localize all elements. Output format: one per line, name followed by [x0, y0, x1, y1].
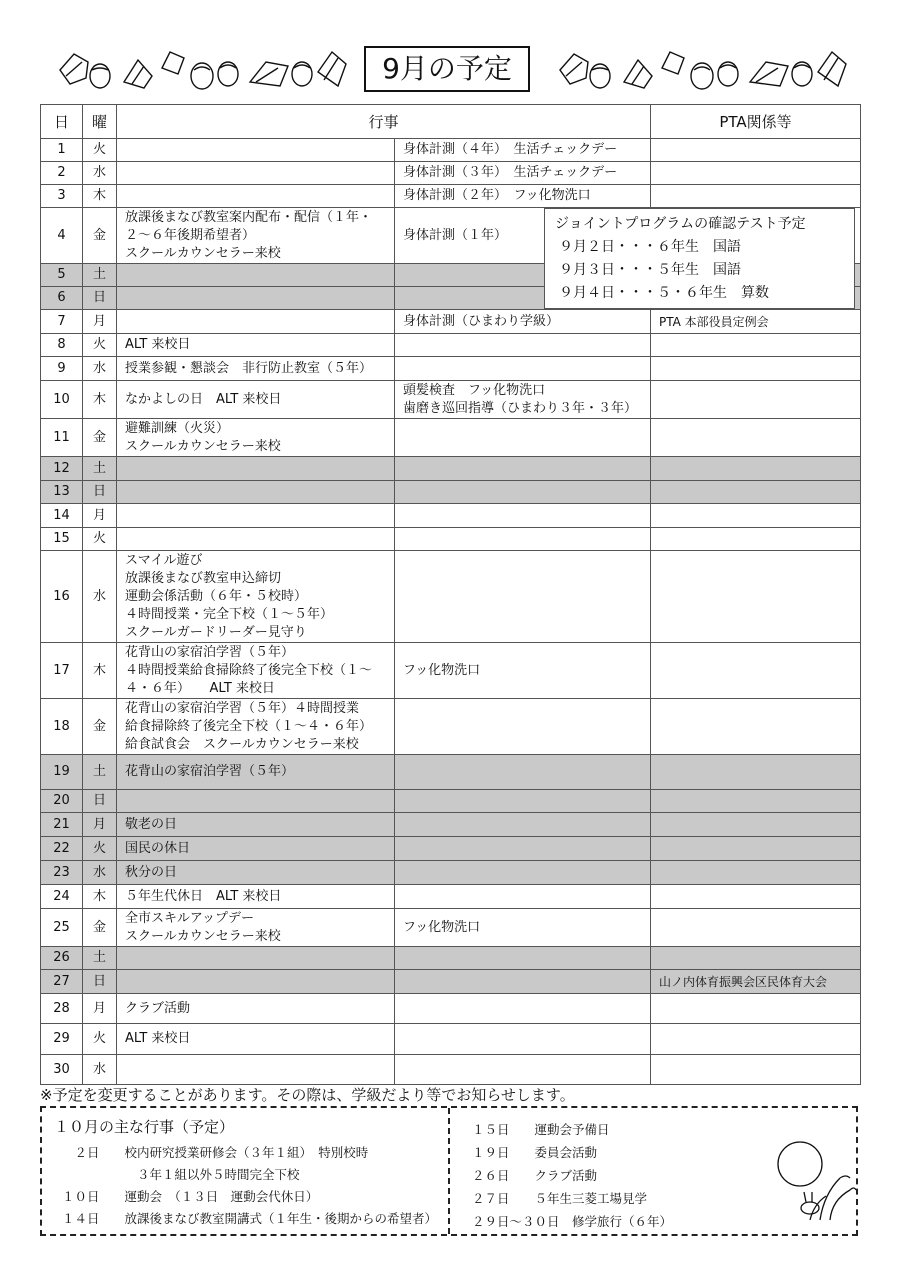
day-cell: 10: [41, 381, 83, 419]
weekday-cell: 金: [83, 208, 117, 264]
events-sub-cell: [395, 970, 651, 994]
events-cell: [117, 287, 395, 310]
day-cell: 21: [41, 813, 83, 837]
day-cell: 15: [41, 528, 83, 551]
day-cell: 1: [41, 139, 83, 162]
table-row: [41, 947, 861, 970]
joint-program-notice: [544, 208, 855, 309]
events-cell: クラブ活動: [117, 994, 395, 1024]
divider: [448, 1108, 450, 1234]
day-cell: 30: [41, 1055, 83, 1085]
pta-cell: [651, 837, 861, 861]
events-sub-cell: [395, 551, 651, 643]
day-cell: 26: [41, 947, 83, 970]
change-remark: ※予定を変更することがあります。その際は、学級だより等でお知らせします。: [40, 1086, 575, 1104]
events-sub-cell: 身体計測（４年） 生活チェックデー: [395, 139, 651, 162]
pta-cell: [651, 419, 861, 457]
list-item: ２７日 ５年生三菱工場見学: [472, 1191, 648, 1206]
table-row: [41, 528, 861, 551]
weekday-cell: 土: [83, 264, 117, 287]
events-sub-cell: [395, 755, 651, 790]
table-row: [41, 419, 861, 457]
pta-cell: [651, 357, 861, 381]
october-title: １０月の主な行事（予定）: [54, 1118, 235, 1136]
events-sub-cell: [395, 813, 651, 837]
day-cell: 12: [41, 457, 83, 481]
events-cell: 花背山の家宿泊学習（５年） ４時間授業給食掃除終了後完全下校（１～ ４・６年） ALT 来校日: [117, 643, 395, 699]
table-row: [41, 909, 861, 947]
weekday-cell: 水: [83, 1055, 117, 1085]
events-sub-cell: [395, 861, 651, 885]
weekday-cell: 水: [83, 162, 117, 185]
weekday-cell: 水: [83, 861, 117, 885]
october-right-list: [472, 1118, 672, 1233]
pta-cell: [651, 162, 861, 185]
pta-cell: [651, 861, 861, 885]
pta-cell: [651, 699, 861, 755]
table-row: [41, 1024, 861, 1055]
events-sub-cell: [395, 699, 651, 755]
list-item: ３年１組以外５時間完全下校: [62, 1167, 300, 1182]
weekday-cell: 土: [83, 947, 117, 970]
weekday-cell: 土: [83, 755, 117, 790]
day-cell: 25: [41, 909, 83, 947]
day-cell: 29: [41, 1024, 83, 1055]
pta-cell: [651, 947, 861, 970]
pta-cell: [651, 909, 861, 947]
events-sub-cell: [395, 481, 651, 504]
weekday-cell: 金: [83, 419, 117, 457]
list-item: ２９日～３０日 修学旅行（６年）: [472, 1214, 673, 1229]
list-item: ２６日 クラブ活動: [472, 1168, 598, 1183]
list-item: １９日 委員会活動: [472, 1145, 598, 1160]
events-sub-cell: 身体計測（３年） 生活チェックデー: [395, 162, 651, 185]
events-cell: [117, 139, 395, 162]
events-sub-cell: [395, 1024, 651, 1055]
events-sub-cell: [395, 994, 651, 1024]
day-cell: 9: [41, 357, 83, 381]
table-row: [41, 139, 861, 162]
day-cell: 4: [41, 208, 83, 264]
pta-cell: [651, 185, 861, 208]
weekday-cell: 木: [83, 381, 117, 419]
events-sub-cell: フッ化物洗口: [395, 643, 651, 699]
weekday-cell: 月: [83, 994, 117, 1024]
events-cell: なかよしの日 ALT 来校日: [117, 381, 395, 419]
events-cell: 放課後まなび教室案内配布・配信（１年・ ２～６年後期希望者） スクールカウンセラー来校: [117, 208, 395, 264]
events-cell: [117, 790, 395, 813]
weekday-cell: 日: [83, 970, 117, 994]
pta-cell: [651, 381, 861, 419]
weekday-cell: 日: [83, 287, 117, 310]
events-cell: 全市スキルアップデー スクールカウンセラー来校: [117, 909, 395, 947]
table-row: [41, 504, 861, 528]
autumn-leaves-right-icon: [552, 42, 852, 98]
day-cell: 27: [41, 970, 83, 994]
day-cell: 28: [41, 994, 83, 1024]
table-row: [41, 185, 861, 208]
notice-title: ジョイントプログラムの確認テスト予定: [555, 216, 806, 232]
day-cell: 17: [41, 643, 83, 699]
events-sub-cell: 頭髪検査 フッ化物洗口 歯磨き巡回指導（ひまわり３年・３年）: [395, 381, 651, 419]
october-events-box: [40, 1106, 858, 1236]
table-row: [41, 381, 861, 419]
pta-cell: [651, 1024, 861, 1055]
day-cell: 2: [41, 162, 83, 185]
table-row: [41, 994, 861, 1024]
table-row: [41, 457, 861, 481]
list-item: １４日 放課後まなび教室開講式（１年生・後期からの希望者）: [62, 1211, 438, 1226]
weekday-cell: 水: [83, 551, 117, 643]
events-sub-cell: 身体計測（２年） フッ化物洗口: [395, 185, 651, 208]
table-header-row: [41, 105, 861, 139]
header-day: 日: [41, 105, 83, 139]
table-row: [41, 162, 861, 185]
pta-cell: [651, 528, 861, 551]
events-sub-cell: 身体計測（ひまわり学級）: [395, 310, 651, 334]
pta-cell: [651, 139, 861, 162]
october-left-list: [62, 1142, 437, 1230]
day-cell: 7: [41, 310, 83, 334]
events-cell: 避難訓練（火災） スクールカウンセラー来校: [117, 419, 395, 457]
pta-cell: [651, 504, 861, 528]
day-cell: 14: [41, 504, 83, 528]
pta-cell: [651, 994, 861, 1024]
pta-cell: [651, 457, 861, 481]
events-cell: [117, 481, 395, 504]
events-sub-cell: 身体計測（１年）: [395, 208, 651, 264]
day-cell: 16: [41, 551, 83, 643]
table-row: [41, 813, 861, 837]
events-cell: 秋分の日: [117, 861, 395, 885]
weekday-cell: 木: [83, 185, 117, 208]
events-cell: 国民の休日: [117, 837, 395, 861]
pta-cell: [651, 755, 861, 790]
events-cell: 花背山の家宿泊学習（５年）４時間授業 給食掃除終了後完全下校（１～４・６年） 給食試食会 スクールカウンセラー来校: [117, 699, 395, 755]
events-cell: [117, 162, 395, 185]
autumn-leaves-left-icon: [52, 42, 352, 98]
events-cell: [117, 457, 395, 481]
table-row: [41, 481, 861, 504]
weekday-cell: 木: [83, 643, 117, 699]
events-cell: ALT 来校日: [117, 334, 395, 357]
table-row: [41, 861, 861, 885]
events-cell: ALT 来校日: [117, 1024, 395, 1055]
pta-cell: 山ノ内体育振興会区民体育大会: [651, 970, 861, 994]
table-row: [41, 551, 861, 643]
events-sub-cell: [395, 837, 651, 861]
pta-cell: [651, 790, 861, 813]
table-row: [41, 970, 861, 994]
events-cell: [117, 264, 395, 287]
events-cell: 授業参観・懇談会 非行防止教室（５年）: [117, 357, 395, 381]
weekday-cell: 火: [83, 1024, 117, 1055]
events-sub-cell: [395, 528, 651, 551]
day-cell: 18: [41, 699, 83, 755]
events-cell: スマイル遊び 放課後まなび教室申込締切 運動会係活動（６年・５校時） ４時間授業・完全下校（１～５年） スクールガードリーダー見守り: [117, 551, 395, 643]
pta-cell: [651, 1055, 861, 1085]
day-cell: 8: [41, 334, 83, 357]
events-sub-cell: [395, 357, 651, 381]
pta-cell: [651, 481, 861, 504]
events-cell: 花背山の家宿泊学習（５年）: [117, 755, 395, 790]
list-item: １５日 運動会予備日: [472, 1122, 610, 1137]
table-row: [41, 310, 861, 334]
events-sub-cell: [395, 885, 651, 909]
weekday-cell: 日: [83, 481, 117, 504]
weekday-cell: 月: [83, 813, 117, 837]
events-cell: [117, 947, 395, 970]
weekday-cell: 日: [83, 790, 117, 813]
list-item: ２日 校内研究授業研修会（３年１組） 特別校時: [62, 1145, 369, 1160]
table-row: [41, 790, 861, 813]
pta-cell: [651, 885, 861, 909]
table-row: [41, 643, 861, 699]
table-row: [41, 334, 861, 357]
list-item: １０日 運動会 （１３日 運動会代休日）: [62, 1189, 319, 1204]
day-cell: 19: [41, 755, 83, 790]
header-events: 行事: [117, 105, 651, 139]
weekday-cell: 月: [83, 504, 117, 528]
events-sub-cell: [395, 1055, 651, 1085]
events-sub-cell: [395, 457, 651, 481]
day-cell: 3: [41, 185, 83, 208]
weekday-cell: 水: [83, 357, 117, 381]
events-cell: 敬老の日: [117, 813, 395, 837]
day-cell: 5: [41, 264, 83, 287]
events-cell: [117, 185, 395, 208]
page-title: 9月の予定: [364, 46, 530, 92]
day-cell: 22: [41, 837, 83, 861]
day-cell: 13: [41, 481, 83, 504]
events-sub-cell: フッ化物洗口: [395, 909, 651, 947]
events-sub-cell: [395, 790, 651, 813]
table-row: [41, 755, 861, 790]
table-row: [41, 1055, 861, 1085]
header-pta: PTA関係等: [651, 105, 861, 139]
events-sub-cell: [395, 504, 651, 528]
events-sub-cell: [395, 419, 651, 457]
pta-cell: [651, 643, 861, 699]
moon-rabbit-icon: [770, 1134, 856, 1224]
notice-line: ９月４日・・・５・６年生 算数: [559, 285, 769, 301]
events-sub-cell: [395, 947, 651, 970]
events-cell: [117, 1055, 395, 1085]
pta-cell: PTA 本部役員定例会: [651, 310, 861, 334]
events-cell: ５年生代休日 ALT 来校日: [117, 885, 395, 909]
pta-cell: [651, 813, 861, 837]
table-row: [41, 885, 861, 909]
notice-line: ９月２日・・・６年生 国語: [559, 239, 741, 255]
day-cell: 11: [41, 419, 83, 457]
notice-line: ９月３日・・・５年生 国語: [559, 262, 741, 278]
events-cell: [117, 504, 395, 528]
day-cell: 24: [41, 885, 83, 909]
pta-cell: [651, 551, 861, 643]
events-cell: [117, 970, 395, 994]
day-cell: 23: [41, 861, 83, 885]
pta-cell: [651, 334, 861, 357]
day-cell: 20: [41, 790, 83, 813]
weekday-cell: 火: [83, 837, 117, 861]
weekday-cell: 月: [83, 310, 117, 334]
weekday-cell: 火: [83, 334, 117, 357]
weekday-cell: 金: [83, 909, 117, 947]
weekday-cell: 火: [83, 139, 117, 162]
events-cell: [117, 310, 395, 334]
day-cell: 6: [41, 287, 83, 310]
weekday-cell: 金: [83, 699, 117, 755]
table-row: [41, 357, 861, 381]
table-row: [41, 699, 861, 755]
table-row: [41, 837, 861, 861]
weekday-cell: 木: [83, 885, 117, 909]
events-cell: [117, 528, 395, 551]
weekday-cell: 火: [83, 528, 117, 551]
header-dow: 曜: [83, 105, 117, 139]
events-sub-cell: [395, 334, 651, 357]
weekday-cell: 土: [83, 457, 117, 481]
